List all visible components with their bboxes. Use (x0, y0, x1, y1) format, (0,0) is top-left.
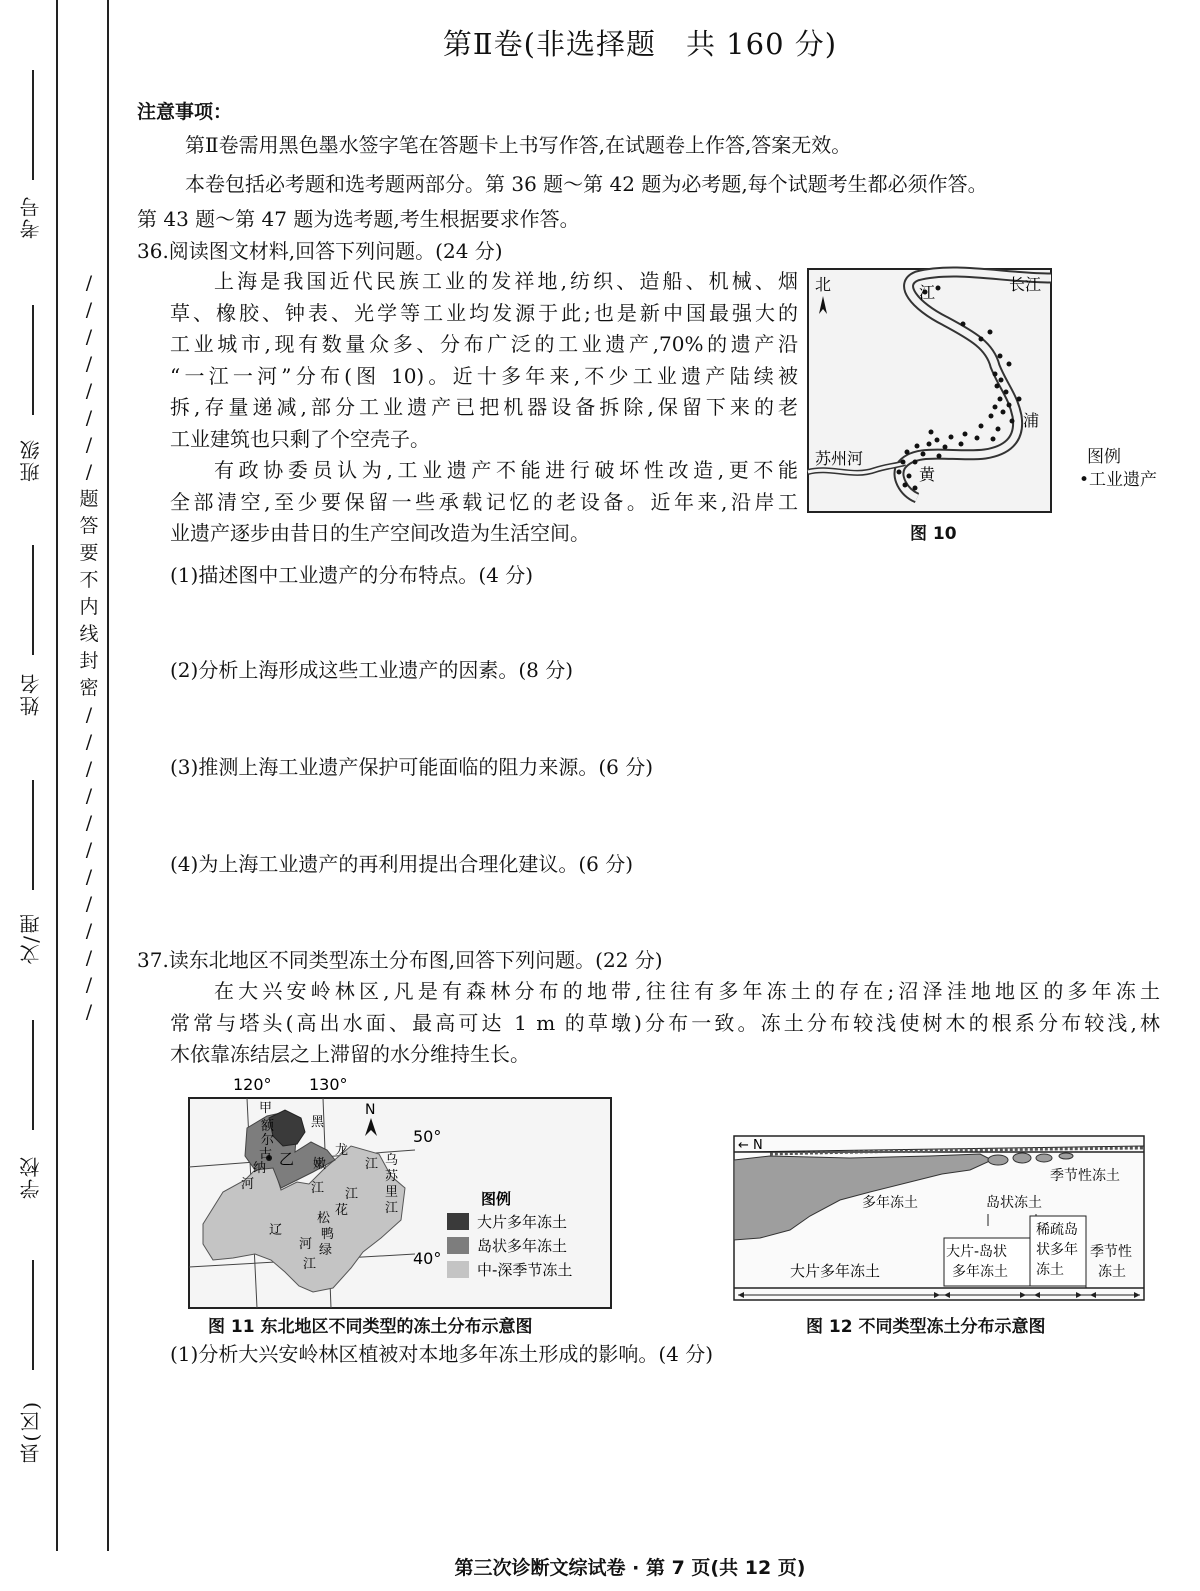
profile-label: 多年冻土 (952, 1264, 1008, 1280)
margin-rule-outer (56, 0, 58, 1551)
river-label: 长江 (1009, 275, 1042, 294)
margin-label-school: 学校 (19, 1155, 43, 1199)
q36-stem: 36.阅读图文材料,回答下列问题。(24 分) (137, 239, 503, 263)
svg-text:甲: 甲 (259, 1101, 273, 1116)
svg-text:江: 江 (311, 1181, 325, 1196)
notice-line-3: 第 43 题～第 47 题为选考题,考生根据要求作答。 (137, 207, 580, 231)
legend-label: 岛状多年冻土 (477, 1237, 568, 1255)
q37-sub-1: (1)分析大兴安岭林区植被对本地多年冻土形成的影响。(4 分) (170, 1342, 714, 1366)
svg-text:龙: 龙 (335, 1143, 349, 1158)
legend-swatch (447, 1213, 469, 1230)
river-label: 苏州河 (815, 449, 864, 468)
profile-label: 冻土 (1036, 1262, 1064, 1278)
svg-text:额: 额 (261, 1119, 275, 1134)
lon-label: 130° (309, 1075, 348, 1094)
svg-text:纳: 纳 (253, 1161, 267, 1176)
profile-label: 稀疏岛 (1036, 1222, 1078, 1238)
q36-paragraph-1 (170, 266, 798, 455)
profile-label: 状多年 (1036, 1242, 1078, 1258)
north-label: 北 (815, 275, 832, 294)
margin-label-name: 姓名 (19, 672, 43, 716)
profile-label: 大片-岛状 (946, 1244, 1008, 1260)
margin-fill-line (32, 780, 34, 890)
svg-text:江: 江 (303, 1257, 317, 1272)
margin-label-exam-number: 考号 (19, 195, 43, 239)
svg-text:绿: 绿 (319, 1243, 333, 1258)
margin-label-class: 班级 (19, 438, 43, 482)
lat-label: 50° (413, 1127, 442, 1146)
river-label: 浦 (1023, 411, 1040, 430)
svg-text:乙: 乙 (279, 1150, 295, 1168)
lat-label: 40° (413, 1249, 442, 1268)
q37-stem: 37.读东北地区不同类型冻土分布图,回答下列问题。(22 分) (137, 948, 663, 972)
text-line: 上海是我国近代民族工业的发祥地,纺织、造船、机械、烟 (214, 269, 798, 293)
text-line: “一江一河”分布(图 10)。近十多年来,不少工业遗产陆续被 (170, 363, 798, 388)
svg-text:鸭: 鸭 (321, 1227, 335, 1242)
notice-line-1: 第Ⅱ卷需用黑色墨水签字笔在答题卡上书写作答,在试题卷上作答,答案无效。 (185, 133, 852, 157)
profile-label: 季节性冻土 (1050, 1168, 1120, 1184)
text-line: 常常与塔头(高出水面、最高可达 1 m 的草墩)分布一致。冻土分布较浅使树木的根系分布较浅,林 (170, 1010, 1160, 1035)
q36-paragraph-2 (170, 455, 798, 550)
q36-sub-2: (2)分析上海形成这些工业遗产的因素。(8 分) (170, 658, 574, 682)
lon-label: 120° (233, 1075, 272, 1094)
figure-11-map (185, 1072, 615, 1312)
margin-label-county: 县(区) (19, 1400, 43, 1464)
profile-label: 岛状冻土 (986, 1195, 1042, 1211)
margin-fill-line (32, 545, 34, 655)
figure-12-profile (730, 1130, 1150, 1310)
profile-label: 多年冻土 (862, 1195, 918, 1211)
margin-fill-line (32, 1020, 34, 1130)
text-line: 木依靠冻结层之上滞留的水分维持生长。 (170, 1042, 530, 1066)
svg-text:江: 江 (385, 1201, 399, 1216)
q36-sub-1: (1)描述图中工业遗产的分布特点。(4 分) (170, 563, 534, 587)
svg-text:河: 河 (299, 1237, 313, 1252)
legend-swatch (447, 1237, 469, 1254)
profile-label: 大片多年冻土 (790, 1262, 881, 1280)
margin-fill-line (32, 70, 34, 180)
q36-sub-4: (4)为上海工业遗产的再利用提出合理化建议。(6 分) (170, 852, 634, 876)
q36-sub-3: (3)推测上海工业遗产保护可能面临的阻力来源。(6 分) (170, 755, 654, 779)
q37-paragraph (170, 976, 1160, 1071)
legend-label: 大片多年冻土 (477, 1213, 568, 1231)
notice-heading: 注意事项： (137, 101, 233, 123)
margin-fill-line (32, 1260, 34, 1370)
figure-12-caption: 图 12 不同类型冻土分布示意图 (806, 1317, 1046, 1337)
margin-rule-inner (107, 0, 109, 1551)
profile-label: 冻土 (1098, 1264, 1126, 1280)
svg-text:江: 江 (365, 1157, 379, 1172)
text-line: 草、橡胶、钟表、光学等工业均发源于此;也是新中国最强大的 (170, 300, 798, 325)
text-line: 拆,存量递减,部分工业遗产已把机器设备拆除,保留下来的老 (170, 395, 798, 419)
seal-line-notice: / / / / / / / / 题 答 要 不 内 线 封 密 / / / / / / / / / / / / (79, 272, 99, 1023)
legend-title: 图例 (481, 1190, 512, 1208)
text-line: 工业城市,现有数量众多、分布广泛的工业遗产,70%的遗产沿 (170, 332, 798, 356)
svg-text:花: 花 (335, 1203, 349, 1218)
notice-line-2: 本卷包括必考题和选考题两部分。第 36 题～第 42 题为必考题,每个试题考生都必须作答。 (185, 172, 988, 196)
text-line: 全部清空,至少要保留一些承载记忆的老设备。近年来,沿岸工 (170, 489, 798, 514)
river-label: 黄 (919, 465, 936, 484)
figure-10-map (805, 266, 1055, 516)
text-line: 在大兴安岭林区,凡是有森林分布的地带,往往有多年冻土的存在;沼泽洼地地区的多年冻土 (214, 979, 1160, 1003)
text-line: 业遗产逐步由昔日的生产空间改造为生活空间。 (170, 521, 590, 545)
text-line: 有政协委员认为,工业遗产不能进行破坏性改造,更不能 (214, 458, 798, 482)
figure-10-legend-item: •工业遗产 (1079, 470, 1158, 490)
profile-label: 季节性 (1090, 1244, 1132, 1260)
north-label: N (365, 1102, 376, 1118)
page-title: 第Ⅱ卷(非选择题 共 160 分) (442, 27, 838, 61)
svg-text:苏: 苏 (385, 1169, 399, 1184)
svg-text:江: 江 (345, 1187, 359, 1202)
svg-text:尔: 尔 (261, 1133, 275, 1148)
river-label: 江 (919, 283, 936, 302)
svg-text:松: 松 (317, 1211, 331, 1226)
figure-10-caption: 图 10 (910, 524, 957, 544)
svg-text:嫩: 嫩 (313, 1157, 327, 1172)
legend-swatch (447, 1261, 469, 1278)
figure-11-caption: 图 11 东北地区不同类型的冻土分布示意图 (208, 1317, 533, 1337)
binding-margin (0, 0, 110, 1591)
svg-text:黑: 黑 (311, 1115, 325, 1130)
svg-text:古: 古 (259, 1147, 273, 1162)
svg-text:乌: 乌 (385, 1153, 399, 1168)
legend-label: 中-深季节冻土 (477, 1261, 573, 1279)
page-footer: 第三次诊断文综试卷 · 第 7 页(共 12 页) (454, 1557, 806, 1579)
text-line: 工业建筑也只剩了个空壳子。 (170, 426, 430, 451)
margin-label-track: 文/理 (19, 912, 43, 965)
svg-text:河: 河 (241, 1177, 255, 1192)
svg-text:里: 里 (385, 1185, 399, 1200)
north-label: ← N (738, 1138, 763, 1153)
figure-10-legend-title: 图例 (1087, 447, 1121, 467)
margin-fill-line (32, 305, 34, 415)
svg-text:辽: 辽 (269, 1223, 283, 1238)
